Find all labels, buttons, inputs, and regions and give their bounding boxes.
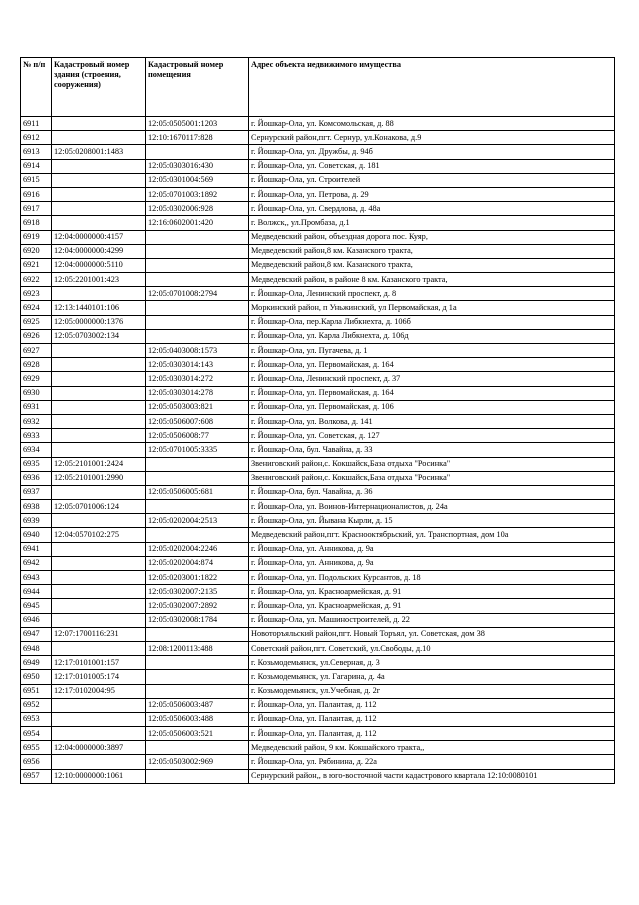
building-cadastral-number: 12:05:2101001:2424 [52, 457, 146, 471]
table-row [21, 273, 615, 287]
table-row [21, 344, 615, 358]
table-row [21, 187, 615, 201]
table-row [21, 287, 615, 301]
row-number: 6934 [21, 443, 52, 457]
row-number: 6920 [21, 244, 52, 258]
table-row [21, 698, 615, 712]
building-cadastral-number [52, 216, 146, 230]
table-row [21, 641, 615, 655]
address: Моркинский район, п Уньжинский, ул Первомайская, д 1а [249, 301, 615, 315]
premises-cadastral-number: 12:05:0506003:521 [146, 727, 249, 741]
row-number: 6946 [21, 613, 52, 627]
building-cadastral-number [52, 344, 146, 358]
premises-cadastral-number [146, 258, 249, 272]
address: Медведевский район, в районе 8 км. Казанского тракта, [249, 273, 615, 287]
header-row [21, 58, 615, 117]
row-number: 6914 [21, 159, 52, 173]
building-cadastral-number: 12:04:0570102:275 [52, 528, 146, 542]
building-cadastral-number [52, 755, 146, 769]
premises-cadastral-number [146, 500, 249, 514]
row-number: 6918 [21, 216, 52, 230]
row-number: 6913 [21, 145, 52, 159]
row-number: 6942 [21, 556, 52, 570]
building-cadastral-number [52, 443, 146, 457]
row-number: 6950 [21, 670, 52, 684]
row-number: 6911 [21, 117, 52, 131]
table-row [21, 202, 615, 216]
premises-cadastral-number [146, 528, 249, 542]
premises-cadastral-number: 12:05:0506003:487 [146, 698, 249, 712]
row-number: 6917 [21, 202, 52, 216]
address: г. Йошкар-Ола, ул. Воинов-Интернационалистов, д. 24а [249, 500, 615, 514]
table-row [21, 556, 615, 570]
building-cadastral-number: 12:05:2201001:423 [52, 273, 146, 287]
address: г. Йошкар-Ола, Ленинский проспект, д. 37 [249, 372, 615, 386]
table-row [21, 117, 615, 131]
table-row [21, 216, 615, 230]
row-number: 6926 [21, 329, 52, 343]
table-row [21, 741, 615, 755]
table-row [21, 684, 615, 698]
table-row [21, 528, 615, 542]
table-row [21, 258, 615, 272]
premises-cadastral-number: 12:05:0701008:2794 [146, 287, 249, 301]
row-number: 6928 [21, 358, 52, 372]
row-number: 6941 [21, 542, 52, 556]
row-number: 6933 [21, 429, 52, 443]
row-number: 6922 [21, 273, 52, 287]
address: г. Йошкар-Ола, ул. Свердлова, д. 48а [249, 202, 615, 216]
address: г. Йошкар-Ола, ул. Карла Либкнехта, д. 106д [249, 329, 615, 343]
address: Сернурский район,пгт. Сернур, ул.Конакова, д.9 [249, 131, 615, 145]
building-cadastral-number: 12:05:0000000:1376 [52, 315, 146, 329]
premises-cadastral-number: 12:05:0202004:2513 [146, 514, 249, 528]
building-cadastral-number [52, 173, 146, 187]
building-cadastral-number: 12:05:0703002:134 [52, 329, 146, 343]
premises-cadastral-number [146, 273, 249, 287]
premises-cadastral-number [146, 627, 249, 641]
table-row [21, 358, 615, 372]
table-row [21, 712, 615, 726]
row-number: 6927 [21, 344, 52, 358]
address: г. Йошкар-Ола, ул. Анникова, д. 9а [249, 556, 615, 570]
building-cadastral-number [52, 159, 146, 173]
address: г. Йошкар-Ола, ул. Палантая, д. 112 [249, 698, 615, 712]
row-number: 6948 [21, 641, 52, 655]
table-row [21, 727, 615, 741]
table-row [21, 386, 615, 400]
table-row [21, 656, 615, 670]
building-cadastral-number [52, 585, 146, 599]
address: Сернурский район,, в юго-восточной части кадастрового квартала 12:10:0080101 [249, 769, 615, 783]
address: г. Козьмодемьянск, ул.Учебная, д. 2г [249, 684, 615, 698]
address: г. Йошкар-Ола, пер.Карла Либкнехта, д. 106б [249, 315, 615, 329]
building-cadastral-number [52, 386, 146, 400]
premises-cadastral-number [146, 656, 249, 670]
premises-cadastral-number: 12:05:0202004:874 [146, 556, 249, 570]
address: г. Волжск,, ул.Промбаза, д.1 [249, 216, 615, 230]
row-number: 6915 [21, 173, 52, 187]
row-number: 6924 [21, 301, 52, 315]
address: Советский район,пгт. Советский, ул.Свободы, д.10 [249, 641, 615, 655]
address: г. Йошкар-Ола, ул. Первомайская, д. 164 [249, 358, 615, 372]
table-row [21, 372, 615, 386]
building-cadastral-number [52, 358, 146, 372]
address: г. Йошкар-Ола, ул. Петрова, д. 29 [249, 187, 615, 201]
building-cadastral-number [52, 187, 146, 201]
premises-cadastral-number: 12:05:0303014:278 [146, 386, 249, 400]
row-number: 6953 [21, 712, 52, 726]
premises-cadastral-number: 12:05:0503003:821 [146, 400, 249, 414]
row-number: 6929 [21, 372, 52, 386]
premises-cadastral-number [146, 145, 249, 159]
address: г. Йошкар-Ола, ул. Строителей [249, 173, 615, 187]
address: г. Йошкар-Ола, ул. Анникова, д. 9а [249, 542, 615, 556]
address: Медведевский район, объездная дорога пос. Куяр, [249, 230, 615, 244]
row-number: 6937 [21, 485, 52, 499]
address: г. Йошкар-Ола, ул. Рябинина, д. 22а [249, 755, 615, 769]
table-row [21, 301, 615, 315]
address: Звениговский район,с. Кокшайск,База отдыха "Росинка" [249, 457, 615, 471]
address: г. Йошкар-Ола, бул. Чавайна, д. 36 [249, 485, 615, 499]
building-cadastral-number [52, 485, 146, 499]
row-number: 6921 [21, 258, 52, 272]
address: г. Йошкар-Ола, ул. Волкова, д. 141 [249, 414, 615, 428]
address: г. Йошкар-Ола, ул. Пугачева, д. 1 [249, 344, 615, 358]
row-number: 6932 [21, 414, 52, 428]
premises-cadastral-number: 12:10:1670117:828 [146, 131, 249, 145]
building-cadastral-number [52, 131, 146, 145]
row-number: 6951 [21, 684, 52, 698]
address: г. Йошкар-Ола, бул. Чавайна, д. 33 [249, 443, 615, 457]
table-row [21, 173, 615, 187]
table-row [21, 613, 615, 627]
table-row [21, 627, 615, 641]
table-row [21, 457, 615, 471]
address: г. Йошкар-Ола, ул. Красноармейская, д. 91 [249, 585, 615, 599]
table-body [21, 117, 615, 784]
premises-cadastral-number: 12:05:0303016:430 [146, 159, 249, 173]
address: г. Йошкар-Ола, ул. Красноармейская, д. 91 [249, 599, 615, 613]
building-cadastral-number: 12:04:0000000:5110 [52, 258, 146, 272]
premises-cadastral-number: 12:05:0506007:608 [146, 414, 249, 428]
address: г. Йошкар-Ола, ул. Подольских Курсантов, д. 18 [249, 571, 615, 585]
address: г. Йошкар-Ола, ул. Палантая, д. 112 [249, 727, 615, 741]
row-number: 6936 [21, 471, 52, 485]
building-cadastral-number [52, 202, 146, 216]
table-row [21, 514, 615, 528]
row-number: 6940 [21, 528, 52, 542]
premises-cadastral-number: 12:05:0506003:488 [146, 712, 249, 726]
address: г. Йошкар-Ола, ул. Советская, д. 127 [249, 429, 615, 443]
premises-cadastral-number [146, 670, 249, 684]
address: г. Козьмодемьянск, ул. Гагарина, д. 4а [249, 670, 615, 684]
row-number: 6939 [21, 514, 52, 528]
premises-cadastral-number: 12:05:0503002:969 [146, 755, 249, 769]
building-cadastral-number: 12:07:1700116:231 [52, 627, 146, 641]
building-cadastral-number: 12:05:0208001:1483 [52, 145, 146, 159]
building-cadastral-number [52, 556, 146, 570]
header-premises-cadastral: Кадастровый номер помещения [146, 58, 249, 117]
row-number: 6957 [21, 769, 52, 783]
row-number: 6956 [21, 755, 52, 769]
building-cadastral-number: 12:17:0101005:174 [52, 670, 146, 684]
premises-cadastral-number [146, 301, 249, 315]
table-row [21, 542, 615, 556]
premises-cadastral-number [146, 244, 249, 258]
table-row [21, 145, 615, 159]
building-cadastral-number [52, 414, 146, 428]
address: Медведевский район, 9 км. Кокшайского тракта,, [249, 741, 615, 755]
premises-cadastral-number: 12:16:0602001:420 [146, 216, 249, 230]
address: Медведевский район,8 км. Казанского тракта, [249, 244, 615, 258]
table-row [21, 670, 615, 684]
header-building-cadastral: Кадастровый номер здания (строения, сооружения) [52, 58, 146, 117]
row-number: 6954 [21, 727, 52, 741]
building-cadastral-number [52, 712, 146, 726]
premises-cadastral-number [146, 457, 249, 471]
premises-cadastral-number: 12:05:0303014:143 [146, 358, 249, 372]
table-row [21, 131, 615, 145]
premises-cadastral-number: 12:05:0302008:1784 [146, 613, 249, 627]
address: г. Йошкар-Ола, ул. Дружбы, д. 94б [249, 145, 615, 159]
row-number: 6919 [21, 230, 52, 244]
premises-cadastral-number: 12:05:0701005:3335 [146, 443, 249, 457]
premises-cadastral-number: 12:05:0701003:1892 [146, 187, 249, 201]
address: г. Йошкар-Ола, ул. Первомайская, д. 164 [249, 386, 615, 400]
row-number: 6952 [21, 698, 52, 712]
building-cadastral-number: 12:04:0000000:4157 [52, 230, 146, 244]
building-cadastral-number: 12:17:0101001:157 [52, 656, 146, 670]
premises-cadastral-number [146, 769, 249, 783]
row-number: 6935 [21, 457, 52, 471]
premises-cadastral-number: 12:05:0202004:2246 [146, 542, 249, 556]
premises-cadastral-number [146, 230, 249, 244]
table-row [21, 585, 615, 599]
premises-cadastral-number [146, 329, 249, 343]
table-row [21, 471, 615, 485]
row-number: 6931 [21, 400, 52, 414]
table-row [21, 571, 615, 585]
building-cadastral-number [52, 542, 146, 556]
row-number: 6955 [21, 741, 52, 755]
building-cadastral-number [52, 287, 146, 301]
address: г. Йошкар-Ола, Ленинский проспект, д. 8 [249, 287, 615, 301]
premises-cadastral-number: 12:05:0506008:77 [146, 429, 249, 443]
table-row [21, 244, 615, 258]
premises-cadastral-number [146, 471, 249, 485]
address: г. Йошкар-Ола, ул. Йывана Кырли, д. 15 [249, 514, 615, 528]
building-cadastral-number [52, 571, 146, 585]
premises-cadastral-number [146, 315, 249, 329]
building-cadastral-number [52, 641, 146, 655]
table-row [21, 769, 615, 783]
building-cadastral-number [52, 727, 146, 741]
premises-cadastral-number [146, 684, 249, 698]
table-row [21, 414, 615, 428]
header-number: № п/п [21, 58, 52, 117]
row-number: 6944 [21, 585, 52, 599]
row-number: 6949 [21, 656, 52, 670]
table-row [21, 230, 615, 244]
premises-cadastral-number: 12:05:0302007:2892 [146, 599, 249, 613]
row-number: 6912 [21, 131, 52, 145]
header-address: Адрес объекта недвижимого имущества [249, 58, 615, 117]
table-row [21, 429, 615, 443]
premises-cadastral-number: 12:05:0303014:272 [146, 372, 249, 386]
building-cadastral-number [52, 514, 146, 528]
row-number: 6938 [21, 500, 52, 514]
building-cadastral-number [52, 698, 146, 712]
table-row [21, 755, 615, 769]
premises-cadastral-number: 12:05:0506005:681 [146, 485, 249, 499]
address: Новоторъяльский район,пгт. Новый Торъял, ул. Советская, дом 38 [249, 627, 615, 641]
table-row [21, 329, 615, 343]
address: г. Йошкар-Ола, ул. Первомайская, д. 106 [249, 400, 615, 414]
row-number: 6947 [21, 627, 52, 641]
table-row [21, 400, 615, 414]
row-number: 6916 [21, 187, 52, 201]
table-row [21, 599, 615, 613]
table-row [21, 500, 615, 514]
premises-cadastral-number: 12:08:1200113:488 [146, 641, 249, 655]
address: Звениговский район,с. Кокшайск,База отдыха "Росинка" [249, 471, 615, 485]
building-cadastral-number [52, 400, 146, 414]
building-cadastral-number: 12:17:0102004:95 [52, 684, 146, 698]
row-number: 6930 [21, 386, 52, 400]
table-row [21, 159, 615, 173]
address: Медведевский район,8 км. Казанского тракта, [249, 258, 615, 272]
premises-cadastral-number: 12:05:0203001:1822 [146, 571, 249, 585]
property-table [20, 57, 615, 784]
row-number: 6943 [21, 571, 52, 585]
building-cadastral-number: 12:04:0000000:4299 [52, 244, 146, 258]
address: г. Йошкар-Ола, ул. Комсомольская, д. 88 [249, 117, 615, 131]
row-number: 6925 [21, 315, 52, 329]
address: г. Йошкар-Ола, ул. Палантая, д. 112 [249, 712, 615, 726]
address: г. Йошкар-Ола, ул. Машиностроителей, д. 22 [249, 613, 615, 627]
address: г. Козьмодемьянск, ул.Северная, д. 3 [249, 656, 615, 670]
row-number: 6945 [21, 599, 52, 613]
building-cadastral-number: 12:05:0701006:124 [52, 500, 146, 514]
building-cadastral-number [52, 372, 146, 386]
premises-cadastral-number: 12:05:0403008:1573 [146, 344, 249, 358]
building-cadastral-number [52, 599, 146, 613]
premises-cadastral-number: 12:05:0302007:2135 [146, 585, 249, 599]
table-row [21, 485, 615, 499]
premises-cadastral-number: 12:05:0505001:1203 [146, 117, 249, 131]
premises-cadastral-number: 12:05:0302006:928 [146, 202, 249, 216]
building-cadastral-number: 12:10:0000000:1061 [52, 769, 146, 783]
row-number: 6923 [21, 287, 52, 301]
address: Медведевский район,пгт. Краснооктябрьский, ул. Транспортная, дом 10а [249, 528, 615, 542]
building-cadastral-number: 12:04:0000000:3897 [52, 741, 146, 755]
building-cadastral-number [52, 117, 146, 131]
building-cadastral-number: 12:13:1440101:106 [52, 301, 146, 315]
building-cadastral-number [52, 613, 146, 627]
building-cadastral-number [52, 429, 146, 443]
premises-cadastral-number [146, 741, 249, 755]
premises-cadastral-number: 12:05:0301004:569 [146, 173, 249, 187]
building-cadastral-number: 12:05:2101001:2990 [52, 471, 146, 485]
table-row [21, 443, 615, 457]
table-row [21, 315, 615, 329]
address: г. Йошкар-Ола, ул. Советская, д. 181 [249, 159, 615, 173]
